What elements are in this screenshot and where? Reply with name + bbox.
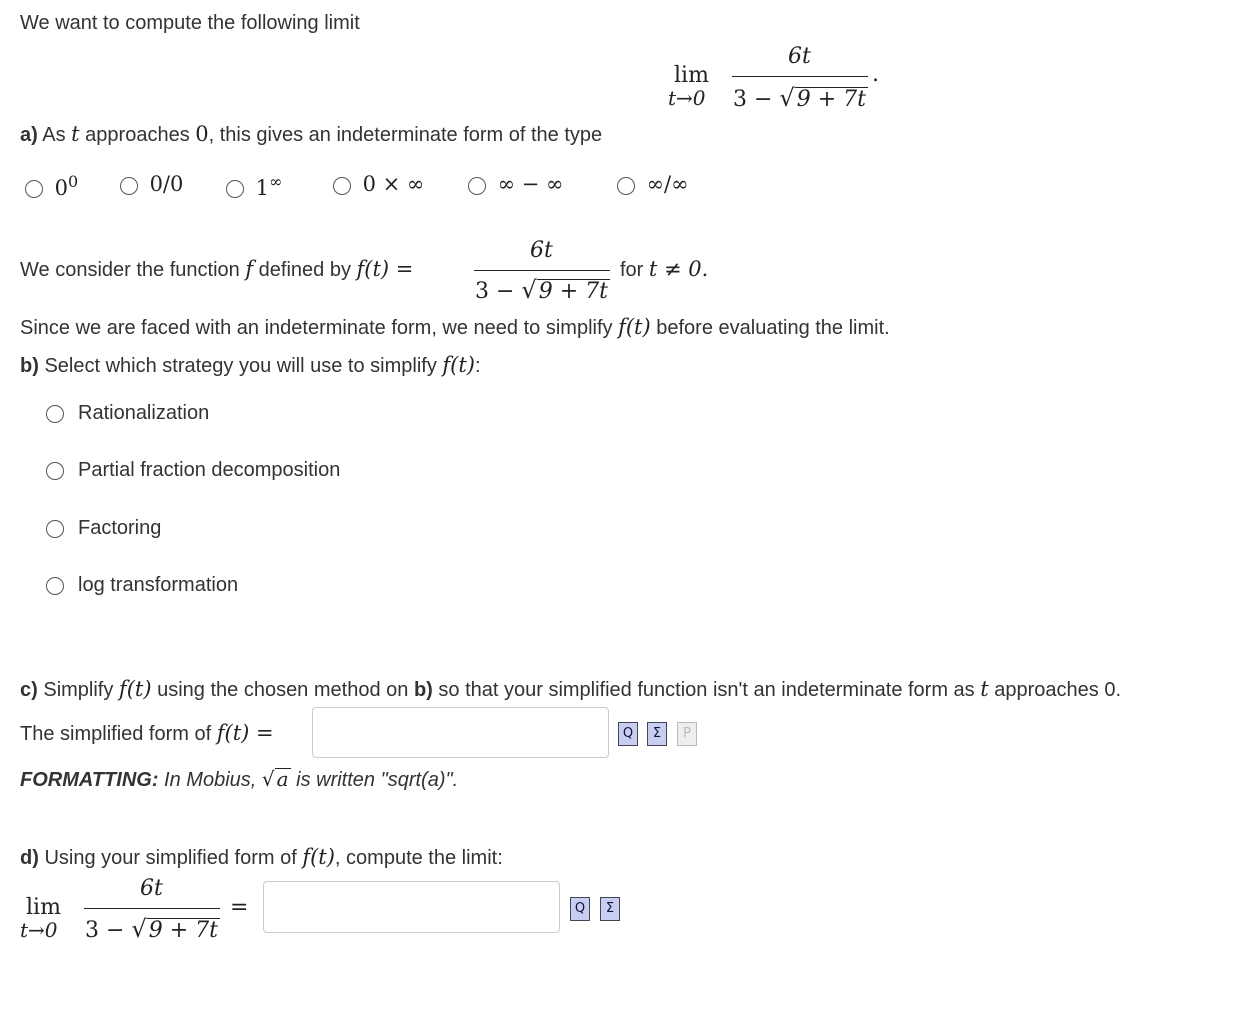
equation-editor-icon[interactable]: Σ: [647, 722, 667, 746]
prompt-text: The simplified form of: [20, 723, 217, 745]
part-d-text2: , compute the limit:: [334, 847, 503, 869]
option-log-transformation[interactable]: [46, 574, 238, 597]
radio-button[interactable]: [617, 177, 635, 195]
part-c-ft: f(t): [118, 677, 152, 701]
den-prefix: 3 −: [733, 87, 780, 112]
equals-sign: =: [230, 895, 249, 920]
function-definition: [20, 257, 413, 282]
fdef-text2: defined by: [253, 259, 357, 281]
plot-icon: P: [677, 722, 697, 746]
option-sup: 0: [67, 172, 79, 191]
option-sup: ∞: [268, 172, 283, 191]
fraction-bar: [732, 76, 868, 77]
radio-button[interactable]: [226, 180, 244, 198]
part-c-text2: using the chosen method on: [151, 679, 414, 701]
part-b-question: [20, 353, 481, 378]
formatting-text2: is written "sqrt(a)".: [290, 769, 459, 791]
option-label: log transformation: [78, 574, 239, 596]
option-a-1-pow-inf[interactable]: [226, 172, 282, 201]
simplified-form-input[interactable]: [312, 707, 609, 758]
option-a-inf-over-inf[interactable]: [617, 172, 689, 197]
simplified-form-prompt: [20, 721, 274, 746]
zero: 0: [195, 122, 209, 146]
option-label: Factoring: [78, 517, 162, 539]
formatting-note: [20, 767, 458, 792]
fdef-condition: [620, 257, 708, 282]
part-a-label: a): [20, 124, 38, 146]
radio-button[interactable]: [46, 520, 64, 538]
lim-word: lim: [26, 895, 61, 920]
option-label: 0/0: [149, 172, 184, 196]
option-a-0-times-inf[interactable]: [333, 172, 424, 197]
option-label: 0 × ∞: [362, 172, 425, 196]
formatting-sqrt: a: [276, 767, 289, 791]
option-partial-fraction[interactable]: [46, 459, 340, 482]
den-radicand: 9 + 7t: [538, 279, 608, 304]
lim-subscript: t→0: [668, 86, 706, 110]
part-c-bref: b): [413, 679, 433, 701]
option-label: ∞ − ∞: [497, 172, 564, 196]
fdef-denominator: [475, 276, 610, 304]
since-part2: before evaluating the limit.: [650, 317, 890, 339]
limit-answer-input[interactable]: [263, 881, 560, 933]
radio-button[interactable]: [120, 177, 138, 195]
limit-denominator: [85, 915, 220, 943]
part-c-text3: so that your simplified function isn't an indeterminate form as: [432, 679, 981, 701]
fraction-bar: [84, 908, 220, 909]
option-label: Partial fraction decomposition: [78, 459, 341, 481]
part-c-t: t: [980, 677, 989, 701]
part-d-question: [20, 845, 503, 870]
part-b-ft: f(t): [442, 353, 475, 377]
limit-denominator: [733, 84, 868, 112]
part-d-ft: f(t): [302, 845, 335, 869]
radio-button[interactable]: [46, 462, 64, 480]
fdef-numerator: 6t: [530, 238, 553, 263]
option-a-0-pow-0[interactable]: [25, 172, 78, 201]
part-a-text: As: [37, 124, 72, 146]
part-c-label: c): [20, 679, 38, 701]
radio-button[interactable]: [46, 405, 64, 423]
fdef-fraction-bar: [474, 270, 610, 271]
radio-button[interactable]: [25, 180, 43, 198]
part-c-text4: approaches 0.: [988, 679, 1122, 701]
option-label: 1: [255, 175, 269, 200]
since-text: [20, 315, 890, 340]
prompt-ft: f(t) =: [216, 721, 274, 745]
limit-numerator: 6t: [788, 44, 811, 69]
den-prefix: 3 −: [85, 918, 132, 943]
option-rationalization[interactable]: [46, 402, 209, 425]
preview-icon[interactable]: Q: [618, 722, 638, 746]
option-factoring[interactable]: [46, 517, 161, 540]
den-radicand: 9 + 7t: [796, 87, 866, 112]
part-d-label: d): [20, 847, 39, 869]
fdef-ft: f(t) =: [356, 257, 414, 281]
fdef-f: f: [245, 257, 254, 281]
option-label: Rationalization: [78, 402, 210, 424]
part-c-text1: Simplify: [37, 679, 119, 701]
radio-button[interactable]: [468, 177, 486, 195]
radio-button[interactable]: [46, 577, 64, 595]
fdef-text: We consider the function: [20, 259, 246, 281]
part-b-label: b): [20, 355, 39, 377]
option-a-0-over-0[interactable]: [120, 172, 183, 197]
intro-text: We want to compute the following limit: [20, 12, 360, 34]
part-c-question: [20, 677, 1121, 702]
since-ft: f(t): [618, 315, 651, 339]
sqrt-sign: √: [521, 276, 537, 304]
formatting-label: FORMATTING:: [20, 769, 159, 791]
sqrt-sign: √: [131, 915, 147, 943]
part-a-question: [20, 122, 602, 147]
for-text: for: [620, 259, 649, 281]
lim-word: lim: [674, 63, 709, 88]
preview-icon[interactable]: Q: [570, 897, 590, 921]
formatting-text1: In Mobius,: [158, 769, 262, 791]
sqrt-sign: √: [779, 84, 795, 112]
part-b-text: Select which strategy you will use to simplify: [38, 355, 443, 377]
part-b-colon: :: [475, 355, 481, 377]
condition: t ≠ 0.: [648, 257, 709, 281]
den-prefix: 3 −: [475, 279, 522, 304]
part-a-text-mid: approaches: [79, 124, 196, 146]
option-label: 0: [54, 175, 68, 200]
equation-editor-icon[interactable]: Σ: [600, 897, 620, 921]
sqrt-sign: √: [261, 767, 275, 791]
option-a-inf-minus-inf[interactable]: [468, 172, 564, 197]
part-a-text-after: , this gives an indeterminate form of the type: [208, 124, 603, 146]
limit-numerator: 6t: [140, 876, 163, 901]
option-label: ∞/∞: [646, 172, 689, 196]
den-radicand: 9 + 7t: [148, 918, 218, 943]
since-part1: Since we are faced with an indeterminate form, we need to simplify: [20, 317, 619, 339]
var-t: t: [71, 122, 80, 146]
part-d-text: Using your simplified form of: [38, 847, 303, 869]
limit-period: .: [872, 62, 879, 87]
lim-subscript: t→0: [20, 918, 58, 942]
radio-button[interactable]: [333, 177, 351, 195]
